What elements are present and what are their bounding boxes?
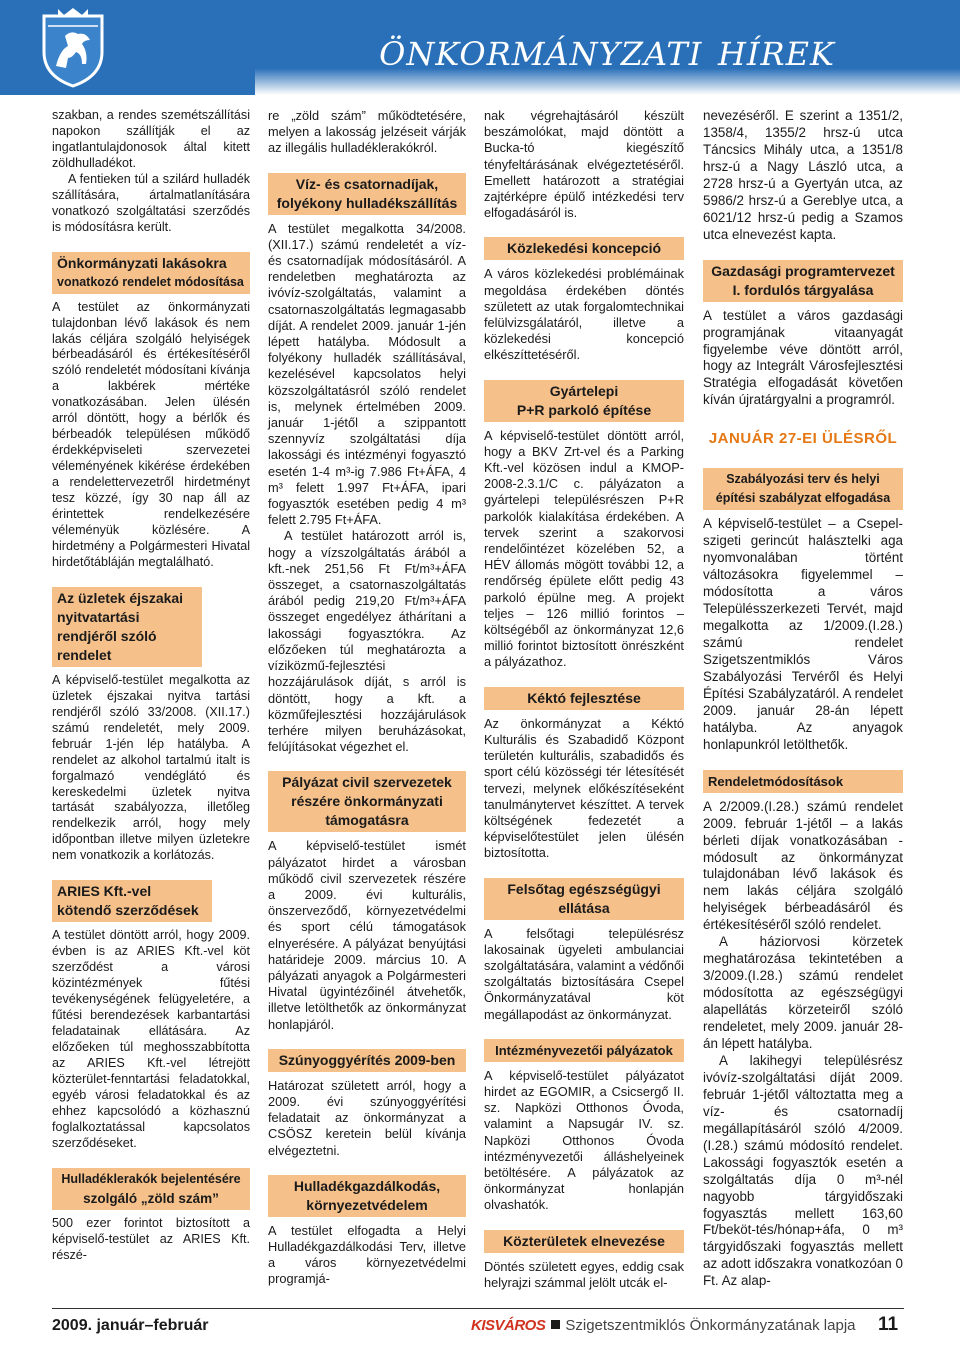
heading-line: vonatkozó rendelet módosítása <box>57 274 244 289</box>
heading-line: Gyártelepi <box>549 382 619 399</box>
section-heading: Hulladékgazdálkodás, környezetvédelem <box>268 1175 466 1217</box>
paragraph: szakban, a rendes szemétszállítási napokon szállítják el az ingatlantulajdonosok által kitett zöldhulladékot. <box>52 108 250 170</box>
paragraph: A háziorvosi körzetek meghatározása tekintetében a 3/2009.(I.28.) számú rendelet módosította az egészségügyi alapellátás körzeteiről szóló rendeletet, mely 2009. január 28-án lépett hatályba. <box>703 934 903 1051</box>
page-footer <box>0 1305 960 1357</box>
paragraph: A testület döntött arról, hogy 2009. évben is az ARIES Kft.-vel köt szerződést a városi közintézmények fűtési tevékenységének felügyeletére, a fűtési berendezések karbantartási feladatainak ellátására. Az előzőeken túl meghosszabbította az ARIES Kft.-vel létrejött közterület-fenntartási feladatokkal, egyéb városi feladatokkal és az ehhez kapcsolódó a közhasznú foglalkoztatással kapcsolatos szerződéseket. <box>52 928 250 1150</box>
section-heading <box>52 252 250 294</box>
paragraph: A fentieken túl a szilárd hulladék szállítására, ártalmatlanítására vonatkozó szolgáltatási szerződés is módosításra került. <box>52 171 250 234</box>
page-title: önkormányzati hírek <box>379 22 835 76</box>
paragraph: nak végrehajtásáról készült beszámolókat, majd döntött a Bucka-tó kiegészítő tényfeltárásának elvégeztetéséről. Emellett határozott a stratégiai zajtérképre épülő intézkedési terv elfogadásáról is. <box>484 108 684 221</box>
square-bullet-icon <box>551 1320 560 1329</box>
section-heading <box>52 1168 250 1210</box>
section-heading <box>484 380 684 422</box>
section-heading: Szúnyoggyérítés 2009-ben <box>268 1049 466 1072</box>
section-heading: Intézményvezetői pályázatok <box>484 1039 684 1062</box>
heading-line: Hulladéklerakók bejelentésére <box>61 1171 241 1186</box>
section-heading: Pályázat civil szervezetek részére önkormányzati támogatásra <box>268 771 466 832</box>
heading-line: Önkormányzati lakásokra <box>57 254 227 271</box>
brand-logo-text: KISVÁROS <box>471 1317 546 1334</box>
section-heading: Közlekedési koncepció <box>484 237 684 260</box>
section-heading: Felsőtag egészségügyi ellátása <box>484 878 684 920</box>
paragraph: A képviselő-testület pályázatot hirdet az EGOMIR, a Csicsergő II. sz. Napközi Otthonos Óvoda, valamint a Napsugár IV. sz. Napközi Otthonos Óvoda intézményvezetői álláshelyeinek betöltésére. A pályázatok az önkormányzat honlapján olvashatók. <box>484 1067 684 1213</box>
section-heading: Az üzletek éjszakai nyitvatartási rendjéről szóló rendelet <box>52 587 202 667</box>
section-heading: Rendeletmódosítások <box>703 770 903 793</box>
column-2 <box>268 108 466 1288</box>
heading-line: P+R parkoló építése <box>516 401 652 418</box>
paragraph: A képviselő-testület megalkotta az üzletek éjszakai nyitva tartási rendjéről szóló 33/2008. (XII.17.) számú rendeletét, mely 2009. február 1-jén lép hatályba. A rendelet az alkohol tartalmú italt is forgalmazó vendéglátó és kereskedelmi üzletek nyitva tartását szabályozza, illetőleg rendelkezik arról, hogy mely időpontban illetve milyen üzletekre nem vonatkozik a korlátozás. <box>52 672 250 863</box>
section-heading: Víz- és csatornadíjak, folyékony hulladékszállítás <box>268 173 466 215</box>
paragraph: A testület határozott arról is, hogy a vízszolgáltatás árából a kft.-nek 251,56 Ft Ft/m³+ÁFA összeget, a csatornaszolgáltatás árából pedig 219,20 Ft/m³+ÁFA összeget engedélyez áthárítani a lakossági fogyasztókra. Az előzőeken túl meghatározta a víziközmű-fejlesztési hozzájárulások díját, s arról is döntött, hogy a kft. a közműfejlesztési hozzájárulások terhére milyen beruházásokat, felújításokat végezhet el. <box>268 528 466 755</box>
publication-subtitle: Szigetszentmiklós Önkormányzatának lapja <box>565 1317 856 1334</box>
section-title: JANUÁR 27-EI ÜLÉSRŐL <box>708 430 898 448</box>
footer-divider <box>52 1308 904 1309</box>
paragraph: re „zöld szám” működtetésére, melyen a lakosság jelzéseit várják az illegális hulladéklerakókról. <box>268 108 466 156</box>
paragraph: A felsőtagi településrész lakosainak ügyeleti ambulanciai szolgáltatására, valamint a védőnői szolgáltatás biztosítására Csepel Önkormányzatával köt megállapodást az önkormányzat. <box>484 925 684 1022</box>
paragraph: Döntés született egyes, eddig csak helyrajzi számmal jelölt utcák el- <box>484 1258 684 1290</box>
paragraph: A testület a város gazdasági programjának vitaanyagát figyelembe véve döntött arról, hogy az Integrált Városfejlesztési Stratégia elfogadását követően kíván újratárgyalni a programról. <box>703 307 903 408</box>
column-4 <box>703 108 903 1290</box>
column-1 <box>52 108 250 1263</box>
header-left-panel <box>0 0 255 95</box>
section-heading <box>703 468 903 510</box>
issue-date: 2009. január–február <box>52 1317 209 1334</box>
paragraph: A város közlekedési problémáinak megoldása érdekében döntés született az utak forgalomtechnikai felülvizsgálatáról, illetve a közlekedési koncepció elkészíttetéséről. <box>484 266 684 363</box>
paragraph: Az önkormányzat a Kéktó Kulturális és Szabadidő Központ területén kulturális, szabadidős és sport célú közösségi tér létesítését tervezi, melynek előkészítéseként tanulmánytervet készíttet. A tervek költségének fedezetét a képviselőtestület jelen ülésén biztosította. <box>484 715 684 861</box>
section-heading: ARIES Kft.-vel kötendő szerződések <box>52 880 212 922</box>
paragraph: A lakihegyi településrész ivóvíz-szolgáltatási díját 2009. február 1-jétől változtatta meg a víz- és csatornadíj megállapításáról szóló 4/2009.(I.28.) számú módosító rendelet. Lakossági fogyasztók esetén a szolgáltatás díja 0 m³-nél nagyobb tárgyidőszaki fogyasztás mellett 163,60 Ft/beköt-tés/hónap+áfa, 0 m³ tárgyidőszaki fogyasztás mellett az adott időszakra vonatkozóan 0 Ft. Az alap- <box>703 1052 903 1289</box>
paragraph: 500 ezer forintot biztosított a képviselő-testület az ARIES Kft. részé- <box>52 1215 250 1262</box>
page-number: 11 <box>878 1314 899 1335</box>
paragraph: Határozat született arról, hogy a 2009. évi szúnyoggyérítési feladatait az önkormányzat a CSÖSZ keretein belül kívánja elvégeztetni. <box>268 1077 466 1158</box>
heading-line: építési szabályzat elfogadása <box>715 491 891 506</box>
paragraph: A képviselő-testület döntött arról, hogy a BKV Zrt-vel és a Parking Kft.-vel közösen indul a KMOP-2008-2.3.1/C c. pályázaton a gyártelepi településrészen P+R parkolók kialakítása érdekében. A tervek szerint a szakorvosi rendelőintézet közelében 52, a HÉV állomás mögött további 12, a rendőrség épülete előtt pedig 43 parkoló épülne meg. A projekt teljes – 126 millió forintos – költségéből az önkormányzat 12,6 millió forintot biztosított önrészként a pályázathoz. <box>484 427 684 670</box>
paragraph: A képviselő-testület – a Csepel-szigeti gerincút halásztelki aga nyomvonalában történt változásokra figyelemmel – módosította a város Településszerkezeti Tervét, majd megalkotta az 1/2009.(I.28.) számú rendelet Szigetszentmiklós Város Szabályozási Tervéről és Helyi Építési Szabályzatáról. A rendelet 2009. január 28-án lépett hatályba. Az anyagok honlapunkról letölthetők. <box>703 516 903 752</box>
heading-line: Szabályozási terv és helyi <box>726 472 880 487</box>
page-header <box>0 0 960 95</box>
paragraph: A testület az önkormányzati tulajdonban lévő lakások és nem lakás céljára szolgáló helyiségek bérbeadásáról és értékesítéséről szóló rendeletét módosítani kívánja a lakbérek mértéke vonatkozásában. Jelen ülésén arról döntött, hogy a bérlők és bérbeadók településen működő érdekképviseleti szervezetei véleményének kikérése érdekében a rendelettervezetről hirdetményt tesz közzé, így 30 nap áll az érintettek rendelkezésére véleményük közlésére. A hirdetmény a Polgármesteri Hivatal hirdetőtábláján megtalálható. <box>52 299 250 569</box>
paragraph: A testület megalkotta 34/2008. (XII.17.) számú rendeletét a víz- és csatornadíjak módosításáról. A rendeletben meghatározta az ivóvíz-szolgáltatás, valamint a csatornaszolgáltatás legmagasabb díját. A rendelet 2009. január 1-jén lépett hatályba. Módosult a folyékony hulladék szállításával, kezelésével kapcsolatos helyi közszolgáltatásról szóló rendelet is, melynek értelmében 2009. január 1-jétől a szippantott szennyvíz szolgáltatási díja lakossági és intézményi fogyasztó esetén 1-4 m³-ig 7.986 Ft+ÁFA, 4 m³ felett 1.997 Ft+ÁFA, ipari fogyasztók esetében pedig 4 m³ felett 2.795 Ft+ÁFA. <box>268 220 466 528</box>
publication-brand <box>471 1317 856 1334</box>
section-heading: Gazdasági programtervezet I. fordulós tárgyalása <box>703 260 903 302</box>
column-3 <box>484 108 684 1291</box>
paragraph: A képviselő-testület ismét pályázatot hirdet a városban működő civil szervezetek részére a 2009. évi kulturális, önszerveződő, környezetvédelmi és sport célú támogatások elnyerésére. A pályázat benyújtási határideje 2009. március 10. A pályázati anyagok a Polgármesteri Hivatal ügyintézőinél átvehetők, illetve letölthetők az önkormányzat honlapjáról. <box>268 838 466 1032</box>
city-crest-icon <box>38 6 108 88</box>
section-heading: Közterületek elnevezése <box>484 1230 684 1253</box>
paragraph: A testület elfogadta a Helyi Hulladékgazdálkodási Terv, illetve a város környezetvédelmi programjá- <box>268 1222 466 1287</box>
heading-line: szolgáló „zöld szám” <box>83 1190 219 1206</box>
section-heading: Kéktó fejlesztése <box>484 687 684 710</box>
paragraph: A 2/2009.(I.28.) számú rendelet 2009. február 1-jétől – a lakás bérleti díjak vonatkozásában - módosult az önkormányzat tulajdonában lévő lakások és nem lakás céljára szolgáló helyiségek bérbeadásáról és értékesítéséről szóló rendelet. <box>703 798 903 933</box>
paragraph: nevezéséről. E szerint a 1351/2, 1358/4, 1355/2 hrsz-ú utca Táncsics Mihály utca, a 1351/8 hrsz-ú a Nagy László utca, a 2728 hrsz-ú a Gyertyán utca, az 5986/2 hrsz-ú a Gereblye utca, a 6021/12 hrsz-ú pedig a Szamos utca elnevezést kapta. <box>703 108 903 242</box>
